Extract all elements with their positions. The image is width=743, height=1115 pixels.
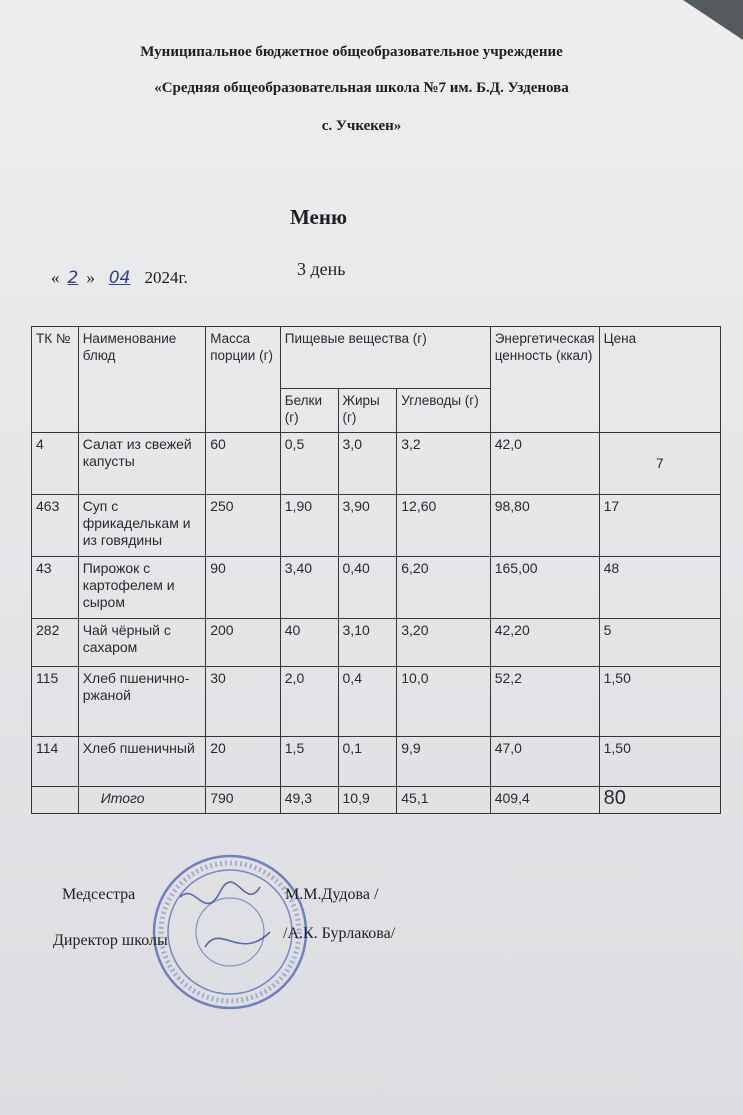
- header-energy: Энергетическая ценность (ккал): [490, 327, 599, 433]
- cell-protein: 0,5: [280, 433, 338, 495]
- cell-fat: 0,1: [338, 737, 397, 787]
- school-header-line-1: Муниципальное бюджетное общеобразовательное учреждение: [140, 44, 563, 60]
- nurse-name: М.М.Дудова /: [285, 886, 379, 903]
- cell-price: 7: [599, 433, 720, 495]
- cell-energy: 165,00: [490, 557, 599, 619]
- table-row: [32, 667, 721, 737]
- cell-dish-name: Суп с фрикаделькам и из говядины: [78, 495, 206, 557]
- menu-table: [31, 326, 721, 814]
- date-month: 04: [108, 268, 131, 288]
- school-header-line-2: «Средняя общеобразовательная школа №7 им. Б.Д. Узденова: [154, 80, 569, 96]
- cell-energy: 47,0: [490, 737, 599, 787]
- cell-dish-name: Хлеб пшеничный: [78, 737, 206, 787]
- cell-energy: 42,20: [490, 619, 599, 667]
- cell-protein: 3,40: [280, 557, 338, 619]
- cell-energy: 52,2: [490, 667, 599, 737]
- header-carbs: Углеводы (г): [397, 389, 490, 433]
- cell-dish-name: Салат из свежей капусты: [78, 433, 206, 495]
- cell-mass: 20: [206, 737, 281, 787]
- header-dish-name: Наименование блюд: [78, 327, 206, 433]
- total-row: [32, 787, 721, 814]
- date-open-quote: «: [51, 268, 60, 287]
- cell-carbs: 3,2: [397, 433, 490, 495]
- cell-price: 48: [599, 557, 720, 619]
- nurse-role: Медсестра: [62, 886, 136, 903]
- menu-date: [51, 268, 188, 288]
- total-price: 80: [599, 787, 720, 814]
- table-row: [32, 557, 721, 619]
- menu-day: 3 день: [297, 259, 346, 279]
- cell-tk: 115: [32, 667, 79, 737]
- cell-energy: 98,80: [490, 495, 599, 557]
- total-energy: 409,4: [490, 787, 599, 814]
- header-protein: Белки (г): [280, 389, 338, 433]
- cell-fat: 3,0: [338, 433, 397, 495]
- cell-carbs: 10,0: [397, 667, 490, 737]
- cell-tk: 43: [32, 557, 79, 619]
- cell-carbs: 12,60: [397, 495, 490, 557]
- cell-dish-name: Чай чёрный с сахаром: [78, 619, 206, 667]
- cell-price: 1,50: [599, 667, 720, 737]
- total-carbs: 45,1: [397, 787, 490, 814]
- cell-mass: 250: [206, 495, 281, 557]
- table-row: [32, 495, 721, 557]
- cell-carbs: 6,20: [397, 557, 490, 619]
- date-year: 2024г.: [144, 268, 188, 287]
- cell-tk: 282: [32, 619, 79, 667]
- header-nutrients: Пищевые вещества (г): [280, 327, 490, 389]
- cell-dish-name: Пирожок с картофелем и сыром: [78, 557, 206, 619]
- date-day: 2: [67, 268, 79, 288]
- cell-price: 1,50: [599, 737, 720, 787]
- cell-fat: 3,90: [338, 495, 397, 557]
- cell-tk: 463: [32, 495, 79, 557]
- total-mass: 790: [206, 787, 281, 814]
- table-row: [32, 619, 721, 667]
- page-title: Меню: [290, 205, 348, 229]
- cell-fat: 3,10: [338, 619, 397, 667]
- cell-fat: 0,40: [338, 557, 397, 619]
- header-price: Цена: [599, 327, 720, 433]
- cell-tk: 4: [32, 433, 79, 495]
- director-role: Директор школы: [53, 932, 168, 949]
- director-name: /А.К. Бурлакова/: [283, 925, 396, 942]
- cell-carbs: 9,9: [397, 737, 490, 787]
- cell-dish-name: Хлеб пшенично-ржаной: [78, 667, 206, 737]
- total-label: Итого: [78, 787, 206, 814]
- total-protein: 49,3: [280, 787, 338, 814]
- table-row: [32, 433, 721, 495]
- cell-protein: 2,0: [280, 667, 338, 737]
- cell-mass: 30: [206, 667, 281, 737]
- total-fat: 10,9: [338, 787, 397, 814]
- date-close-quote: »: [86, 268, 95, 287]
- header-tk: ТК №: [32, 327, 79, 433]
- cell-tk-empty: [32, 787, 79, 814]
- cell-mass: 200: [206, 619, 281, 667]
- cell-mass: 60: [206, 433, 281, 495]
- background-corner: [683, 0, 743, 40]
- cell-carbs: 3,20: [397, 619, 490, 667]
- cell-fat: 0,4: [338, 667, 397, 737]
- cell-mass: 90: [206, 557, 281, 619]
- cell-energy: 42,0: [490, 433, 599, 495]
- cell-protein: 40: [280, 619, 338, 667]
- cell-protein: 1,90: [280, 495, 338, 557]
- cell-protein: 1,5: [280, 737, 338, 787]
- cell-tk: 114: [32, 737, 79, 787]
- header-mass: Масса порции (г): [206, 327, 281, 433]
- cell-price: 17: [599, 495, 720, 557]
- school-header-line-3: с. Учкекен»: [321, 118, 402, 134]
- cell-price: 5: [599, 619, 720, 667]
- header-fat: Жиры (г): [338, 389, 397, 433]
- table-row: [32, 737, 721, 787]
